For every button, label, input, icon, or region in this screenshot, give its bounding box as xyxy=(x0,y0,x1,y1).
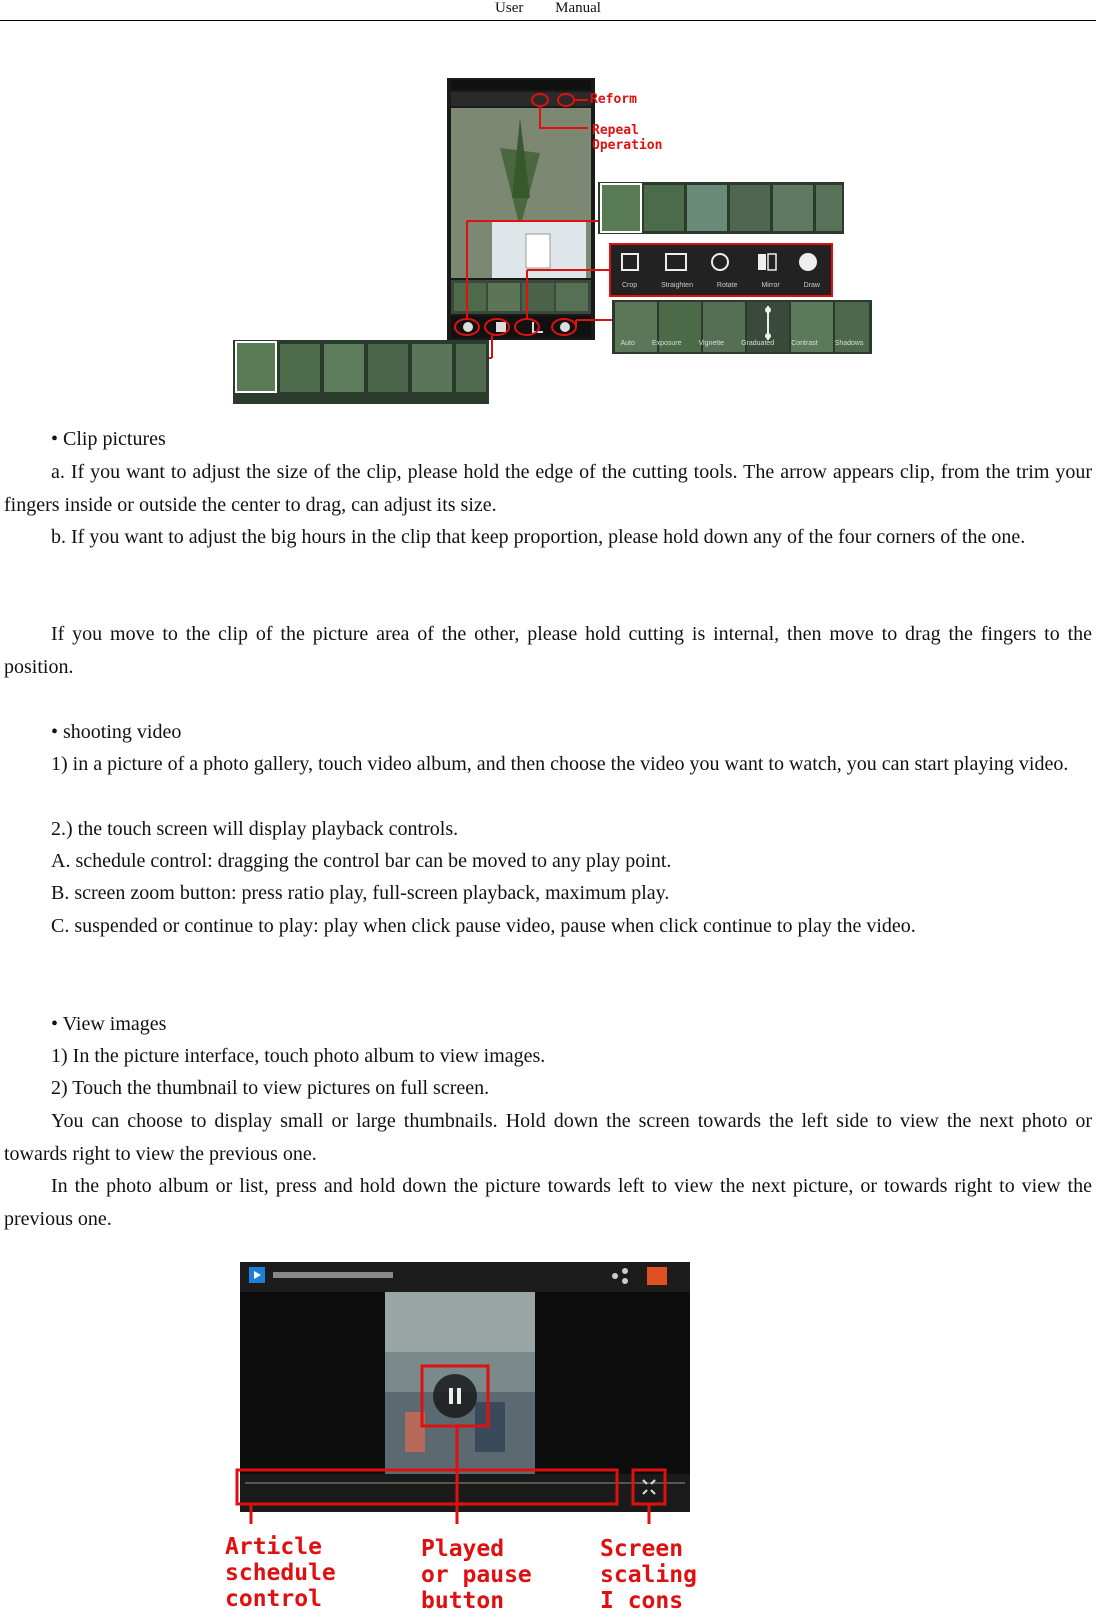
effect-exposure: Exposure xyxy=(651,340,682,347)
photo-editor-figure xyxy=(230,78,880,416)
clip-para-move: If you move to the clip of the picture area of the other, please hold cutting is internal, then move to drag the fingers to the position. xyxy=(4,623,1092,678)
effect-contrast: Contrast xyxy=(791,340,818,347)
video-section-title: • shooting video xyxy=(51,721,182,743)
video-para-1: 1) in a picture of a photo gallery, touch video album, and then choose the video you want to watch, you can start playing video. xyxy=(51,753,1069,775)
clip-para-a: a. If you want to adjust the size of the clip, please hold the edge of the cutting tools. The arrow appears clip, from the trim your fingers inside or outside the center to drag, can adjust its size. xyxy=(4,461,1092,516)
played-or-pause-button-label: Played or pause button xyxy=(421,1536,532,1614)
reform-label: Reform xyxy=(590,92,637,107)
tool-labels xyxy=(610,282,832,289)
video-para-2: 2.) the touch screen will display playback controls. xyxy=(51,818,459,840)
effect-graduated: Graduated xyxy=(741,340,775,347)
clip-section-title: • Clip pictures xyxy=(51,428,166,450)
effect-shadows: Shadows xyxy=(834,340,864,347)
tool-draw: Draw xyxy=(803,282,820,289)
video-para-c: C. suspended or continue to play: play when click pause video, pause when click continue to play the video. xyxy=(51,915,916,937)
view-para-1: 1) In the picture interface, touch photo album to view images. xyxy=(51,1045,546,1067)
screen-scaling-icons-label: Screen scaling I cons xyxy=(600,1536,697,1614)
video-para-b: B. screen zoom button: press ratio play, full-screen playback, maximum play. xyxy=(51,882,670,904)
photo-editor-illustration xyxy=(230,78,880,416)
repeal-operation-label: Repeal Operation xyxy=(592,123,663,153)
page-header xyxy=(0,0,1096,21)
clip-para-b: b. If you want to adjust the big hours in the clip that keep proportion, please hold down any of the four corners of the one. xyxy=(51,526,1026,548)
tool-mirror: Mirror xyxy=(761,282,780,289)
header-left: User xyxy=(495,0,524,16)
effect-labels xyxy=(612,340,872,347)
effect-vignette: Vignette xyxy=(698,340,725,347)
article-schedule-control-label: Article schedule control xyxy=(225,1534,336,1612)
view-para-4: In the photo album or list, press and hold down the picture towards left to view the next picture, or towards right to view the previous one. xyxy=(4,1175,1092,1230)
effect-auto: Auto xyxy=(620,340,635,347)
header-right: Manual xyxy=(555,0,601,16)
tool-crop: Crop xyxy=(621,282,638,289)
video-player-figure xyxy=(225,1262,765,1616)
view-section-title: • View images xyxy=(51,1013,167,1035)
video-para-a: A. schedule control: dragging the control bar can be moved to any play point. xyxy=(51,850,672,872)
tool-straighten: Straighten xyxy=(661,282,693,289)
tool-rotate: Rotate xyxy=(716,282,738,289)
view-para-2: 2) Touch the thumbnail to view pictures on full screen. xyxy=(51,1077,490,1099)
view-para-3: You can choose to display small or large thumbnails. Hold down the screen towards the left side to view the next photo or towards right to view the previous one. xyxy=(4,1110,1092,1165)
